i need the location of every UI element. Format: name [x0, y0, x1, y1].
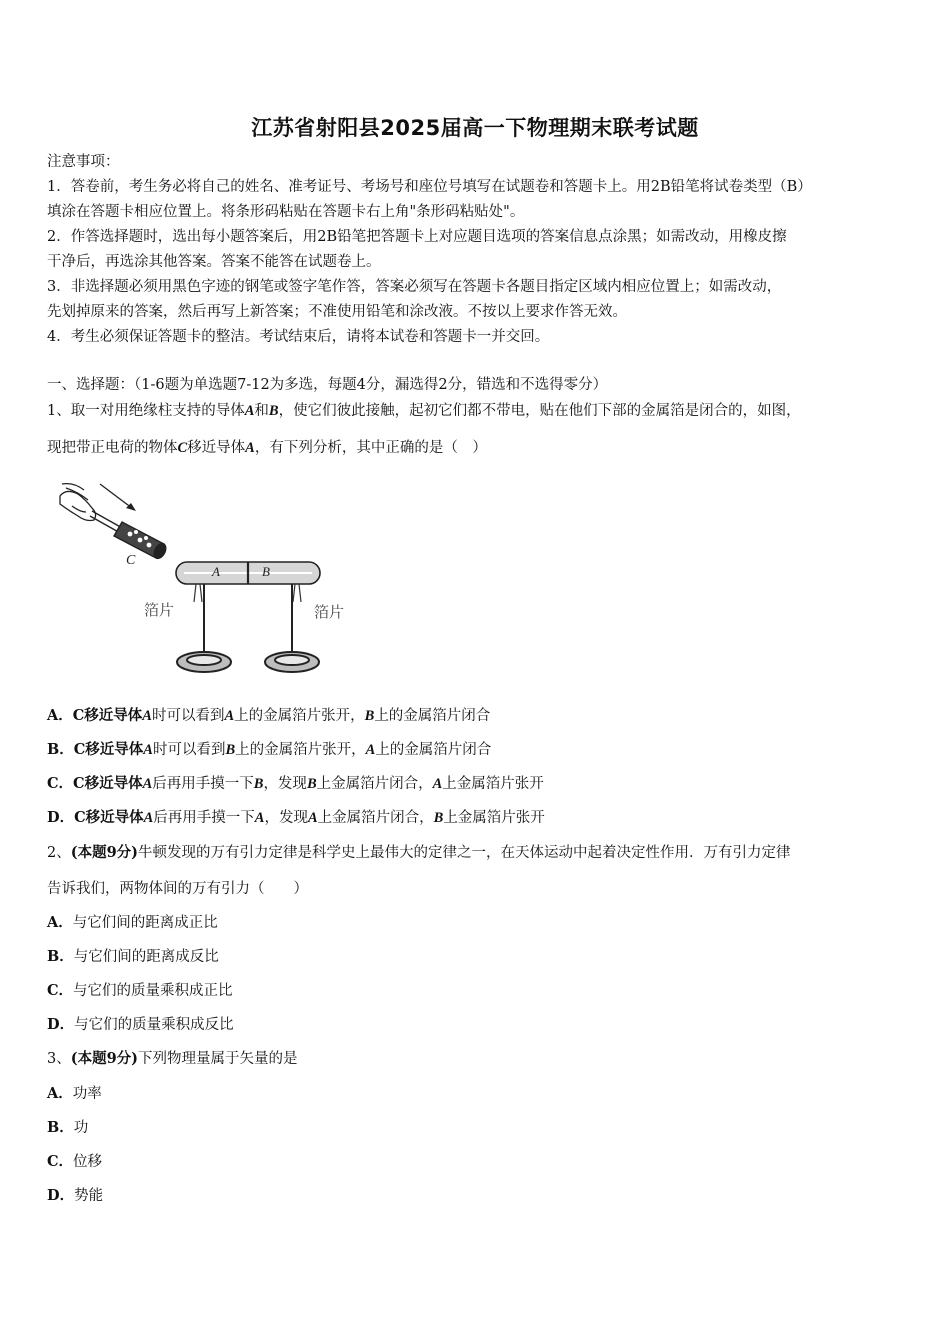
question-3-stem: 3、(本题9分)下列物理量属于矢量的是	[47, 1050, 298, 1067]
electroscope-figure	[52, 478, 362, 690]
question-3-option-c[interactable]: C．位移	[47, 1153, 103, 1170]
question-1-option-a[interactable]: A．C移近导体A时可以看到A上的金属箔片张开，B上的金属箔片闭合	[47, 707, 491, 724]
page-title: 江苏省射阳县2025届高一下物理期末联考试题	[251, 116, 699, 140]
label-foil-right: 箔片	[314, 603, 345, 621]
label-c: C	[126, 553, 136, 568]
question-3-option-d[interactable]: D．势能	[47, 1187, 104, 1204]
label-b: B	[262, 564, 270, 579]
notice-line: 干净后，再选涂其他答案。答案不能答在试题卷上。	[47, 254, 381, 270]
label-a: A	[212, 564, 220, 579]
question-2-option-b[interactable]: B．与它们间的距离成反比	[47, 948, 219, 965]
question-1-stem: 现把带正电荷的物体C移近导体A，有下列分析，其中正确的是（ ）	[47, 440, 487, 456]
question-2-option-a[interactable]: A．与它们间的距离成正比	[47, 914, 218, 931]
question-2-option-d[interactable]: D．与它们的质量乘积成反比	[47, 1016, 234, 1033]
question-1-option-b[interactable]: B．C移近导体A时可以看到B上的金属箔片张开，A上的金属箔片闭合	[47, 741, 492, 758]
notice-line: 2．作答选择题时，选出每小题答案后，用2B铅笔把答题卡上对应题目选项的答案信息点涂黑；如需改动，用橡皮擦	[47, 229, 787, 245]
notice-line: 3．非选择题必须用黑色字迹的钢笔或签字笔作答，答案必须写在答题卡各题目指定区域内相应位置上；如需改动，	[47, 279, 782, 295]
insulating-stands	[177, 584, 319, 672]
question-1-option-c[interactable]: C．C移近导体A后再用手摸一下B，发现B上金属箔片闭合，A上金属箔片张开	[47, 775, 544, 792]
question-2-stem: 2、(本题9分)牛顿发现的万有引力定律是科学史上最伟大的定律之一，在天体运动中起着决定性作用．万有引力定律	[47, 844, 791, 861]
motion-arrow	[100, 484, 132, 508]
question-2-option-c[interactable]: C．与它们的质量乘积成正比	[47, 982, 233, 999]
question-3-option-b[interactable]: B．功	[47, 1119, 89, 1136]
question-2-stem: 告诉我们，两物体间的万有引力（ ）	[47, 881, 308, 897]
notice-line: 填涂在答题卡相应位置上。将条形码粘贴在答题卡右上角"条形码粘贴处"。	[47, 204, 525, 220]
question-1-stem: 1、取一对用绝缘柱支持的导体A和B，使它们彼此接触，起初它们都不带电，贴在他们下部的金属箔是闭合的，如图，	[47, 403, 801, 419]
conductor-ab	[176, 562, 320, 584]
question-1-option-d[interactable]: D．C移近导体A后再用手摸一下A，发现A上金属箔片闭合，B上金属箔片张开	[47, 809, 545, 826]
notice-line: 先划掉原来的答案，然后再写上新答案；不准使用铅笔和涂改液。不按以上要求作答无效。	[47, 304, 627, 320]
question-3-option-a[interactable]: A．功率	[47, 1085, 102, 1102]
notice-heading: 注意事项：	[47, 154, 120, 170]
foil-strips	[194, 584, 301, 602]
hand-drawing	[60, 484, 96, 521]
section-heading: 一、选择题：（1-6题为单选题7-12为多选，每题4分，漏选得2分，错选和不选得零分）	[47, 377, 608, 393]
label-foil-left: 箔片	[144, 601, 175, 619]
notice-line: 4．考生必须保证答题卡的整洁。考试结束后，请将本试卷和答题卡一并交回。	[47, 329, 550, 345]
notice-line: 1．答卷前，考生务必将自己的姓名、准考证号、考场号和座位号填写在试题卷和答题卡上。用2B铅笔将试卷类型（B）	[47, 179, 812, 195]
